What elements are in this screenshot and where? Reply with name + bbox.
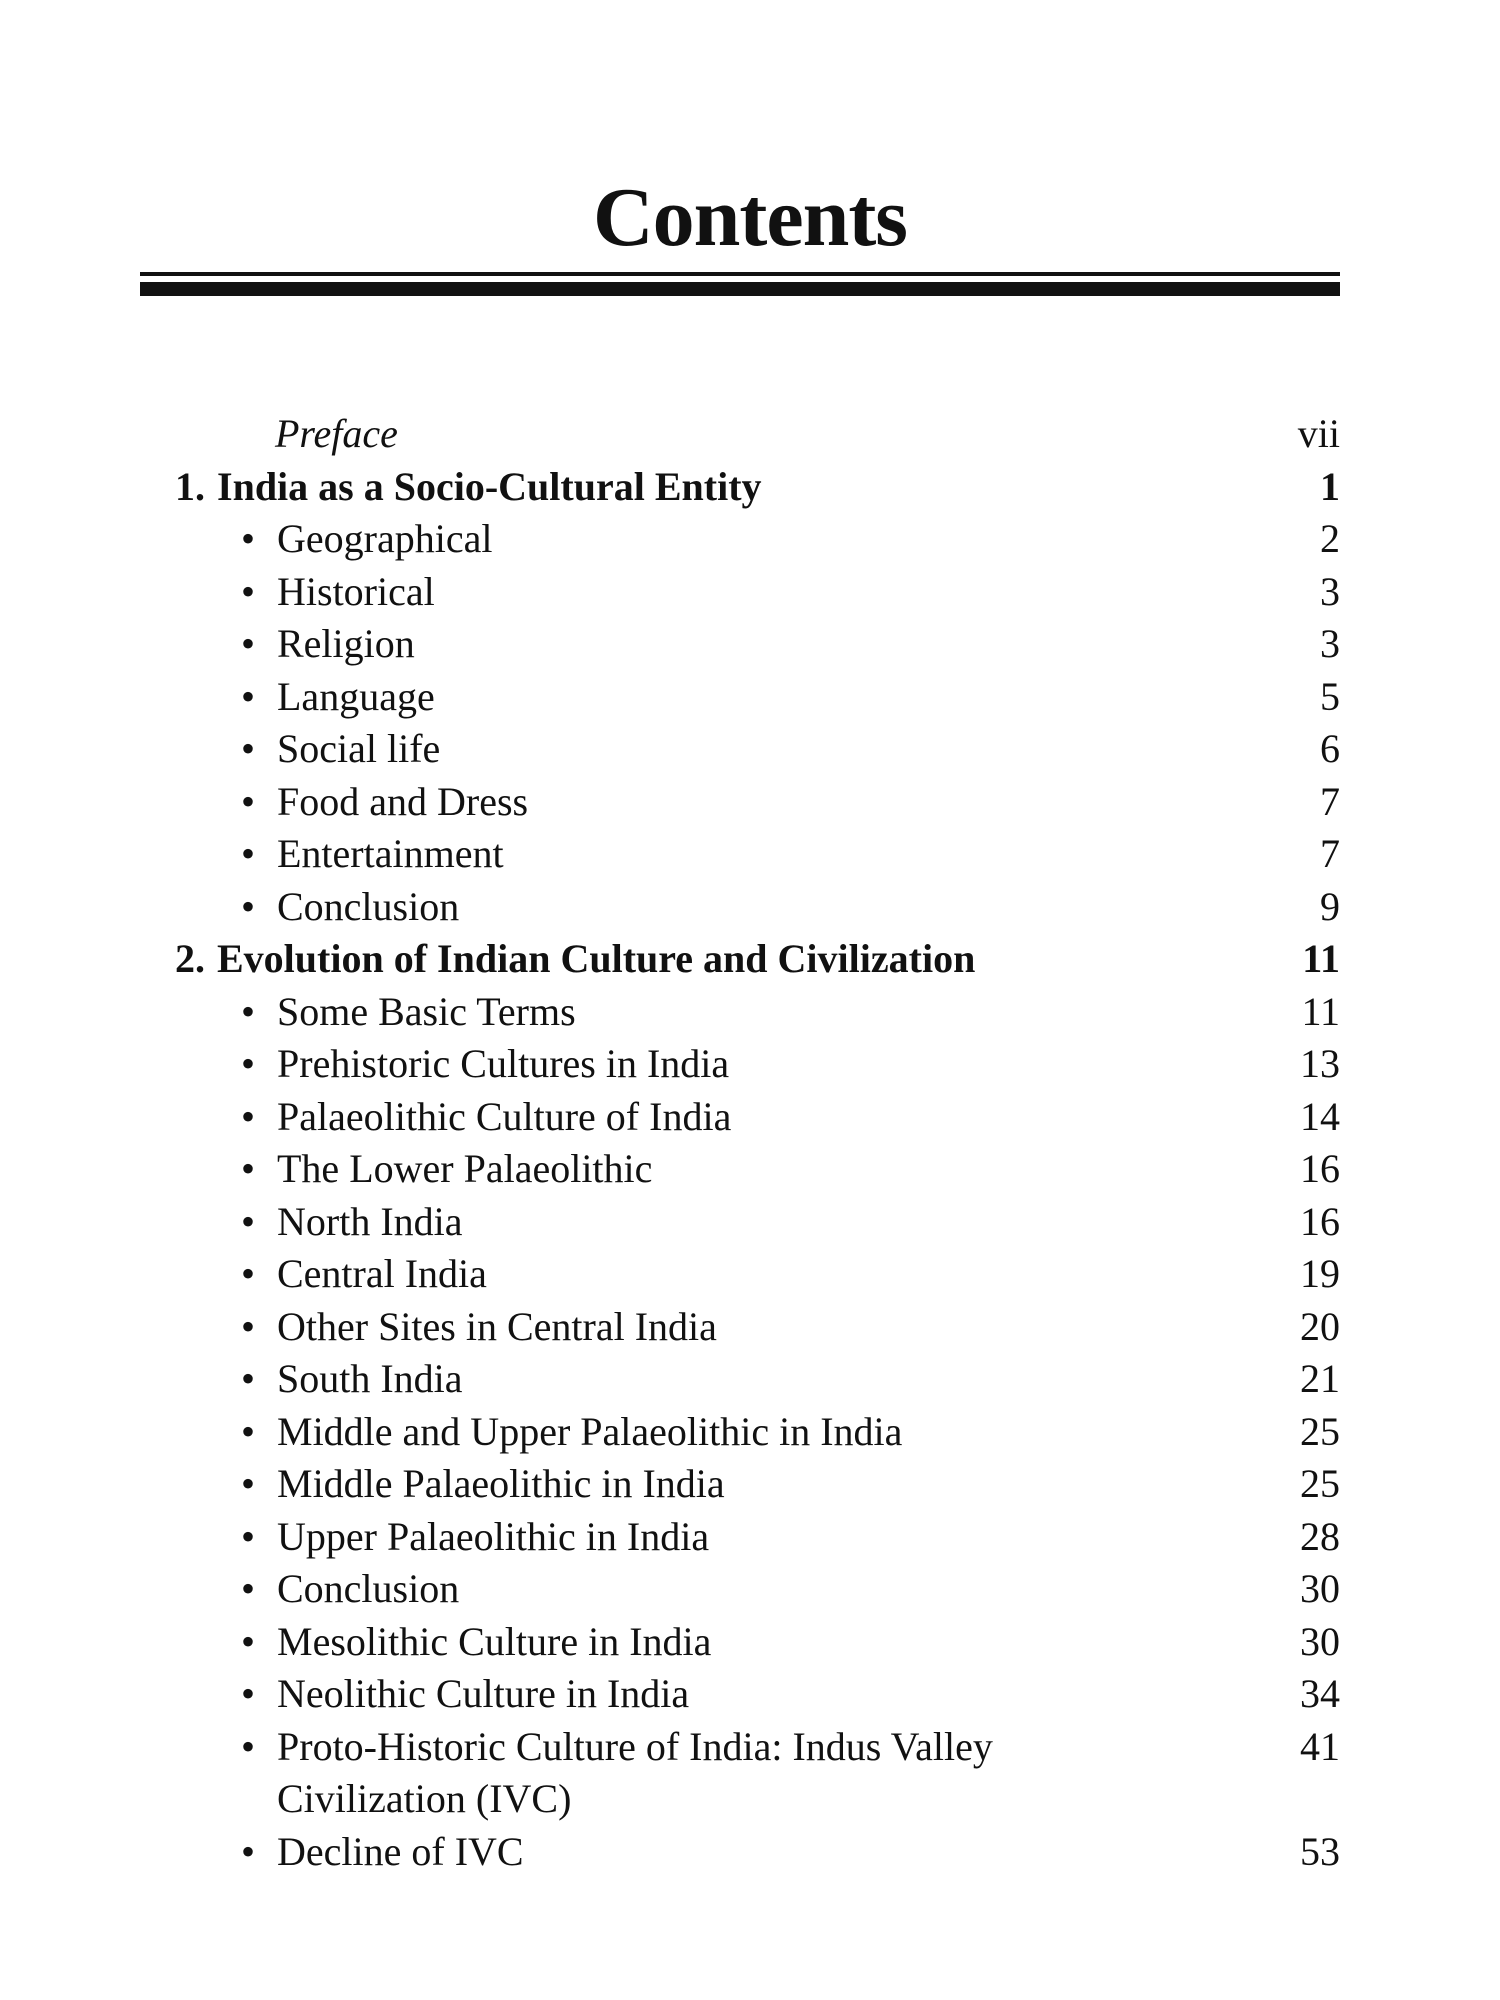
toc-entry-label: Food and Dress <box>277 778 529 824</box>
toc-entry-label: Mesolithic Culture in India <box>277 1618 712 1664</box>
toc-item[interactable] <box>175 1091 1340 1144</box>
toc-item[interactable] <box>175 986 1340 1039</box>
toc-page-number: 30 <box>1300 1618 1340 1664</box>
bullet-icon: • <box>241 1671 256 1716</box>
toc-entry-label: Central India <box>277 1251 487 1296</box>
toc-entry-label: Conclusion <box>277 1566 460 1611</box>
toc-entry-label: Evolution of Indian Culture and Civilization <box>217 936 976 981</box>
bullet-icon: • <box>241 1513 256 1559</box>
toc-page-number: 9 <box>1320 883 1340 929</box>
toc-page-number: 3 <box>1320 621 1340 666</box>
toc-entry-text <box>241 776 1157 828</box>
table-of-contents <box>175 408 1340 1878</box>
chapter-number: 1. <box>175 463 205 509</box>
toc-entry-label: India as a Socio-Cultural Entity <box>217 463 762 509</box>
toc-entry-text <box>241 1143 1157 1195</box>
bullet-icon: • <box>241 1461 256 1506</box>
toc-entry-text <box>175 461 1155 513</box>
toc-entry-label: Prehistoric Cultures in India <box>277 1041 730 1086</box>
toc-page-number: 16 <box>1300 1198 1340 1244</box>
toc-entry-label: The Lower Palaeolithic <box>277 1146 653 1191</box>
bullet-icon: • <box>241 1356 256 1401</box>
bullet-icon: • <box>241 1303 256 1349</box>
toc-item[interactable] <box>175 1458 1340 1511</box>
toc-entry-text <box>241 1563 1157 1615</box>
toc-entry-text <box>241 1616 1157 1668</box>
toc-page-number: 30 <box>1300 1566 1340 1611</box>
toc-entry-text <box>241 1511 1157 1563</box>
toc-entry-label: Conclusion <box>277 883 460 929</box>
toc-page-number: 25 <box>1300 1408 1340 1454</box>
bullet-icon: • <box>241 516 256 561</box>
toc-entry-text <box>241 986 1157 1038</box>
toc-entry-label: Social life <box>277 726 441 771</box>
toc-chapter[interactable] <box>175 461 1340 514</box>
bullet-icon: • <box>241 1618 256 1664</box>
toc-chapter[interactable] <box>175 933 1340 986</box>
toc-preface[interactable] <box>175 408 1340 461</box>
toc-item[interactable] <box>175 566 1340 619</box>
toc-entry-label: Palaeolithic Culture of India <box>277 1093 732 1139</box>
toc-entry-text <box>241 1353 1157 1405</box>
toc-item[interactable] <box>175 828 1340 881</box>
bullet-icon: • <box>241 1828 256 1874</box>
toc-item[interactable] <box>175 1668 1340 1721</box>
bullet-icon: • <box>241 1408 256 1454</box>
toc-entry-text <box>241 1038 1157 1090</box>
toc-entry-text <box>241 1721 1157 1825</box>
toc-entry-text <box>241 1196 1157 1248</box>
bullet-icon: • <box>241 673 256 719</box>
toc-page-number: 34 <box>1300 1671 1340 1716</box>
toc-page-number: 21 <box>1300 1356 1340 1401</box>
toc-page-number: 28 <box>1300 1513 1340 1559</box>
toc-entry-label: Neolithic Culture in India <box>277 1671 690 1716</box>
toc-page-number: 20 <box>1300 1303 1340 1349</box>
toc-page-number: 6 <box>1320 726 1340 771</box>
toc-item[interactable] <box>175 1196 1340 1249</box>
bullet-icon: • <box>241 778 256 824</box>
toc-entry-text <box>241 618 1157 670</box>
toc-entry-text <box>241 1301 1157 1353</box>
toc-item[interactable] <box>175 618 1340 671</box>
toc-entry-label: South India <box>277 1356 463 1401</box>
bullet-icon: • <box>241 1041 256 1086</box>
bullet-icon: • <box>241 1566 256 1611</box>
toc-item[interactable] <box>175 1616 1340 1669</box>
toc-item[interactable] <box>175 1038 1340 1091</box>
toc-entry-label: North India <box>277 1198 463 1244</box>
toc-entry-label: Religion <box>277 621 415 666</box>
toc-item[interactable] <box>175 723 1340 776</box>
toc-entry-text <box>241 1826 1157 1878</box>
toc-item[interactable] <box>175 1721 1340 1826</box>
toc-entry-text <box>241 828 1157 880</box>
toc-entry-text <box>241 566 1157 618</box>
toc-item[interactable] <box>175 1353 1340 1406</box>
toc-item[interactable] <box>175 1406 1340 1459</box>
bullet-icon: • <box>241 831 256 876</box>
toc-page-number: 11 <box>1301 988 1340 1034</box>
bullet-icon: • <box>241 726 256 771</box>
toc-page-number: 41 <box>1300 1723 1340 1769</box>
toc-entry-text <box>241 881 1157 933</box>
bullet-icon: • <box>241 1146 256 1191</box>
toc-item[interactable] <box>175 1301 1340 1354</box>
toc-page-number: 11 <box>1302 936 1340 981</box>
toc-page-number: 2 <box>1320 516 1340 561</box>
toc-entry-text <box>241 1668 1157 1720</box>
page-title: Contents <box>592 171 907 264</box>
toc-entry-label: Some Basic Terms <box>277 988 576 1034</box>
toc-entry-text <box>241 1406 1157 1458</box>
toc-entry-label: Geographical <box>277 516 493 561</box>
toc-entry-label: Entertainment <box>277 831 504 876</box>
toc-entry-text <box>275 408 1255 460</box>
toc-page-number: 7 <box>1320 778 1340 824</box>
toc-item[interactable] <box>175 513 1340 566</box>
title-rule-thick <box>140 282 1340 296</box>
toc-entry-text <box>175 933 1155 985</box>
toc-page-number: 13 <box>1300 1041 1340 1086</box>
title-rule-thin <box>140 272 1340 276</box>
toc-item[interactable] <box>175 881 1340 934</box>
bullet-icon: • <box>241 1251 256 1296</box>
toc-entry-label: Language <box>277 673 435 719</box>
toc-page-number: vii <box>1297 411 1340 456</box>
toc-entry-label: Middle Palaeolithic in India <box>277 1461 725 1506</box>
toc-item[interactable] <box>175 1511 1340 1564</box>
toc-entry-label: Middle and Upper Palaeolithic in India <box>277 1408 903 1454</box>
toc-entry-label: Proto-Historic Culture of India: Indus Valley Civilization (IVC) <box>277 1723 993 1821</box>
chapter-number: 2. <box>175 936 205 981</box>
toc-page-number: 14 <box>1300 1093 1340 1139</box>
toc-entry-text <box>241 671 1157 723</box>
bullet-icon: • <box>241 568 256 614</box>
bullet-icon: • <box>241 621 256 666</box>
toc-page-number: 5 <box>1320 673 1340 719</box>
bullet-icon: • <box>241 1198 256 1244</box>
toc-item[interactable] <box>175 776 1340 829</box>
bullet-icon: • <box>241 1093 256 1139</box>
toc-item[interactable] <box>175 1563 1340 1616</box>
toc-entry-text <box>241 513 1157 565</box>
bullet-icon: • <box>241 883 256 929</box>
toc-item[interactable] <box>175 671 1340 724</box>
bullet-icon: • <box>241 1723 256 1769</box>
toc-page-number: 19 <box>1300 1251 1340 1296</box>
toc-entry-label: Decline of IVC <box>277 1828 524 1874</box>
toc-page-number: 1 <box>1320 463 1340 509</box>
toc-entry-label: Other Sites in Central India <box>277 1303 717 1349</box>
bullet-icon: • <box>241 988 256 1034</box>
toc-page-number: 7 <box>1320 831 1340 876</box>
toc-page-number: 53 <box>1300 1828 1340 1874</box>
toc-entry-label: Upper Palaeolithic in India <box>277 1513 710 1559</box>
toc-entry-label: Historical <box>277 568 435 614</box>
toc-entry-text <box>241 723 1157 775</box>
toc-item[interactable] <box>175 1143 1340 1196</box>
toc-entry-label: Preface <box>275 411 398 456</box>
toc-item[interactable] <box>175 1826 1340 1879</box>
toc-entry-text <box>241 1458 1157 1510</box>
toc-entry-text <box>241 1248 1157 1300</box>
toc-page-number: 16 <box>1300 1146 1340 1191</box>
toc-page-number: 3 <box>1320 568 1340 614</box>
toc-entry-text <box>241 1091 1157 1143</box>
toc-page-number: 25 <box>1300 1461 1340 1506</box>
toc-item[interactable] <box>175 1248 1340 1301</box>
